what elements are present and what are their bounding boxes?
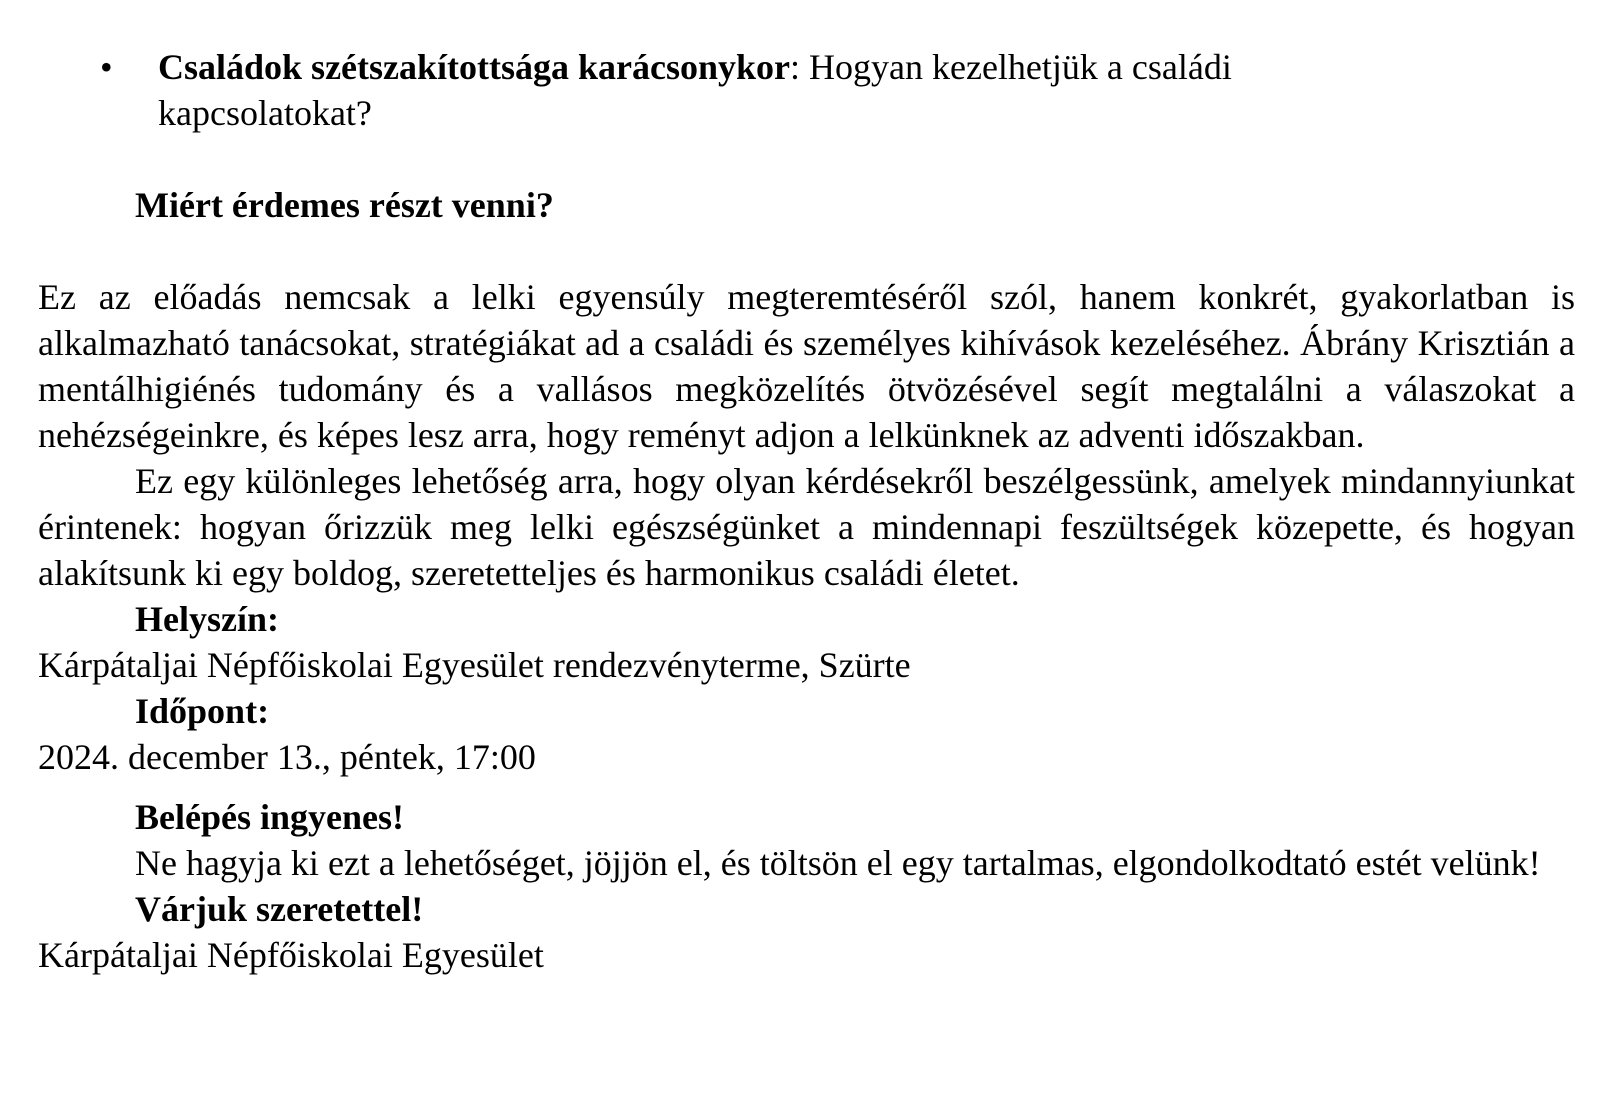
bullet-topic-subtitle: : Hogyan kezelhetjük a családi kapcsolatokat? — [158, 47, 1232, 133]
date-value: 2024. december 13., péntek, 17:00 — [38, 737, 536, 777]
signature-line: Kárpátaljai Népfőiskolai Egyesület — [38, 935, 544, 975]
bullet-topic-title: Családok szétszakítottsága karácsonykor — [158, 47, 791, 87]
spacer — [38, 136, 1575, 182]
paragraph-discussion: Ez egy különleges lehetőség arra, hogy olyan kérdésekről beszélgessünk, amelyek mindannyiunkat érintenek: hogyan őrizzük meg lelki egészségünket a mindennapi feszültségek közepette, és hogyan alakítsunk ki egy boldog, szeretetteljes és harmonikus családi életet. — [38, 461, 1575, 593]
bullet-item-topic — [38, 44, 1408, 136]
paragraph-intro: Ez az előadás nemcsak a lelki egyensúly megteremtéséről szól, hanem konkrét, gyakorlatban is alkalmazható tanácsokat, stratégiákat ad a családi és személyes kihívások kezeléséhez. Ábrány Krisztián a mentálhigiénés tudomány és a vallásos megközelítés ötvözésével segít megtalálni a válaszokat a nehézségeinkre, és képes lesz arra, hogy reményt adjon a lelkünknek az adventi időszakban. — [38, 277, 1575, 455]
closing-line: Várjuk szeretettel! — [135, 889, 424, 929]
date-label: Időpont: — [135, 691, 270, 731]
location-value: Kárpátaljai Népfőiskolai Egyesület rendezvényterme, Szürte — [38, 645, 911, 685]
bullet-icon: • — [100, 47, 113, 87]
location-label: Helyszín: — [135, 599, 279, 639]
invitation-text: Ne hagyja ki ezt a lehetőséget, jöjjön el, és töltsön el egy tartalmas, elgondolkodtató estét velünk! — [135, 843, 1541, 883]
spacer — [38, 228, 1575, 274]
admission-note: Belépés ingyenes! — [135, 797, 404, 837]
section-heading-why-attend: Miért érdemes részt venni? — [135, 185, 554, 225]
